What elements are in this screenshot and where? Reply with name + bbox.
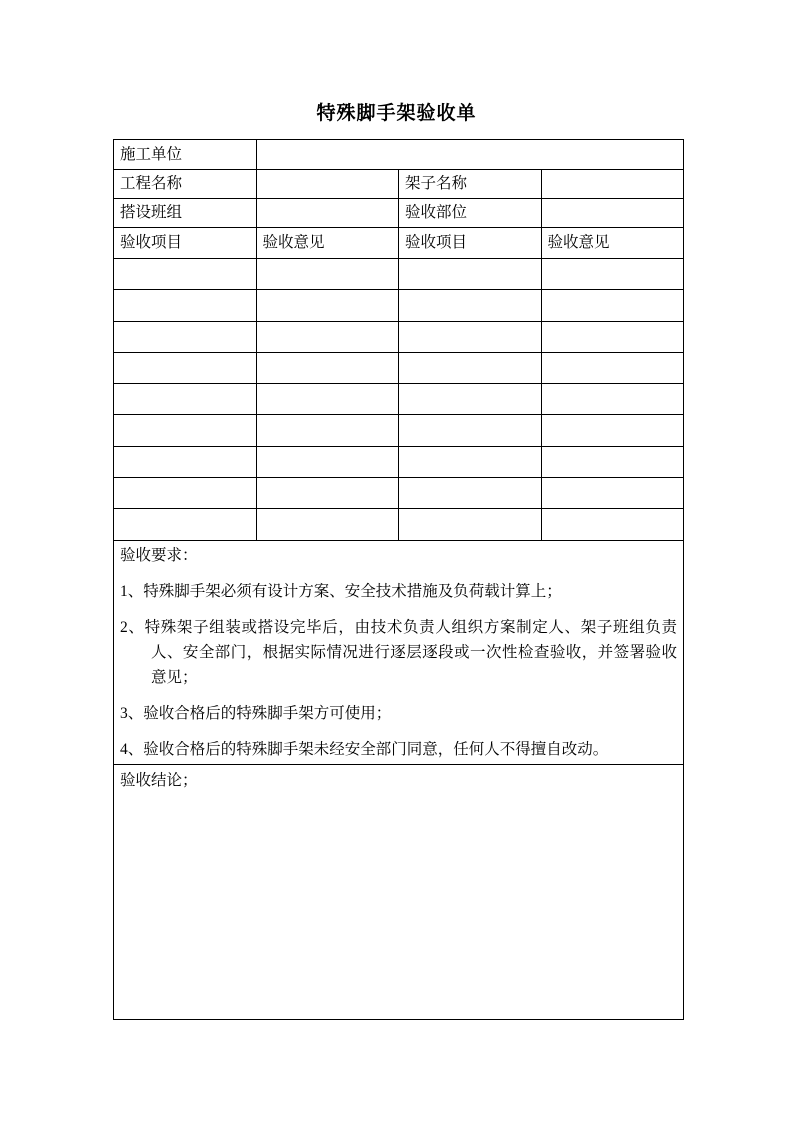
empty-cell <box>541 509 684 540</box>
empty-cell <box>399 446 542 477</box>
empty-cell <box>541 259 684 290</box>
empty-cell <box>541 352 684 383</box>
empty-cell <box>114 478 257 509</box>
table-row-empty <box>114 321 684 352</box>
table-row-empty <box>114 384 684 415</box>
requirement-line <box>120 579 677 604</box>
empty-cell <box>114 290 257 321</box>
acceptance-form-table <box>113 139 684 1020</box>
requirements-heading: 验收要求： <box>120 546 198 564</box>
empty-cell <box>114 509 257 540</box>
empty-cell <box>256 478 399 509</box>
requirement-line: 人、安全部门，根据实际情况进行逐层逐段或一次性检查验收，并签署验收 <box>151 643 677 661</box>
requirement-line <box>120 701 677 726</box>
empty-cell <box>399 384 542 415</box>
column-header-opinion-1: 验收意见 <box>256 228 399 259</box>
empty-cell <box>256 415 399 446</box>
scaffold-name-value <box>541 170 684 199</box>
empty-cell <box>541 478 684 509</box>
empty-cell <box>114 415 257 446</box>
empty-cell <box>114 384 257 415</box>
table-row-conclusion <box>114 764 684 1019</box>
empty-cell <box>114 321 257 352</box>
table-row-construction-unit <box>114 140 684 170</box>
requirement-item-4 <box>120 737 677 762</box>
acceptance-location-value <box>541 199 684 228</box>
table-row-empty <box>114 509 684 540</box>
empty-cell <box>256 384 399 415</box>
empty-cell <box>399 478 542 509</box>
project-name-label: 工程名称 <box>114 170 257 199</box>
empty-cell <box>399 415 542 446</box>
table-row-requirements <box>114 540 684 764</box>
requirement-line <box>120 737 677 762</box>
requirement-marker: 4、 <box>120 740 144 758</box>
requirement-item-1 <box>120 579 677 604</box>
empty-cell <box>541 446 684 477</box>
empty-cell <box>256 509 399 540</box>
page-title: 特殊脚手架验收单 <box>316 103 477 124</box>
requirement-text: 验收合格后的特殊脚手架方可使用； <box>143 704 392 722</box>
construction-unit-label: 施工单位 <box>114 140 257 170</box>
table-row-empty <box>114 478 684 509</box>
table-row-empty <box>114 415 684 446</box>
empty-cell <box>256 259 399 290</box>
requirement-text: 特殊脚手架必须有设计方案、安全技术措施及负荷载计算上； <box>143 582 562 600</box>
empty-cell <box>541 415 684 446</box>
empty-cell <box>399 321 542 352</box>
empty-cell <box>399 509 542 540</box>
empty-cell <box>114 446 257 477</box>
scaffold-name-label: 架子名称 <box>399 170 542 199</box>
empty-grid-rows <box>114 259 684 541</box>
conclusion-heading: 验收结论； <box>120 771 198 789</box>
table-row-crew-location <box>114 199 684 228</box>
table-row-empty <box>114 259 684 290</box>
table-row-column-headers <box>114 228 684 259</box>
requirement-marker: 1、 <box>120 582 144 600</box>
empty-cell <box>114 259 257 290</box>
empty-cell <box>256 290 399 321</box>
construction-unit-value <box>256 140 684 170</box>
empty-cell <box>399 290 542 321</box>
table-row-empty <box>114 352 684 383</box>
requirement-item-3 <box>120 701 677 726</box>
erection-crew-value <box>256 199 399 228</box>
empty-cell <box>256 446 399 477</box>
column-header-item-1: 验收项目 <box>114 228 257 259</box>
empty-cell <box>399 259 542 290</box>
empty-cell <box>256 352 399 383</box>
empty-cell <box>541 290 684 321</box>
table-row-empty <box>114 290 684 321</box>
erection-crew-label: 搭设班组 <box>114 199 257 228</box>
project-name-value <box>256 170 399 199</box>
column-header-item-2: 验收项目 <box>399 228 542 259</box>
acceptance-conclusion-cell <box>114 764 684 1019</box>
requirement-marker: 3、 <box>120 704 144 722</box>
empty-cell <box>399 352 542 383</box>
empty-cell <box>256 321 399 352</box>
acceptance-requirements-cell <box>114 540 684 764</box>
requirement-marker: 2、 <box>120 618 145 636</box>
empty-cell <box>541 384 684 415</box>
acceptance-location-label: 验收部位 <box>399 199 542 228</box>
requirement-line <box>120 615 677 640</box>
requirement-item-2 <box>120 615 677 690</box>
empty-cell <box>541 321 684 352</box>
table-row-project-scaffold-name <box>114 170 684 199</box>
requirement-text: 特殊架子组装或搭设完毕后，由技术负责人组织方案制定人、架子班组负责 <box>144 618 677 636</box>
empty-cell <box>114 352 257 383</box>
requirement-line: 意见； <box>151 668 198 686</box>
requirement-text: 验收合格后的特殊脚手架未经安全部门同意，任何人不得擅自改动。 <box>143 740 609 758</box>
column-header-opinion-2: 验收意见 <box>541 228 684 259</box>
table-row-empty <box>114 446 684 477</box>
